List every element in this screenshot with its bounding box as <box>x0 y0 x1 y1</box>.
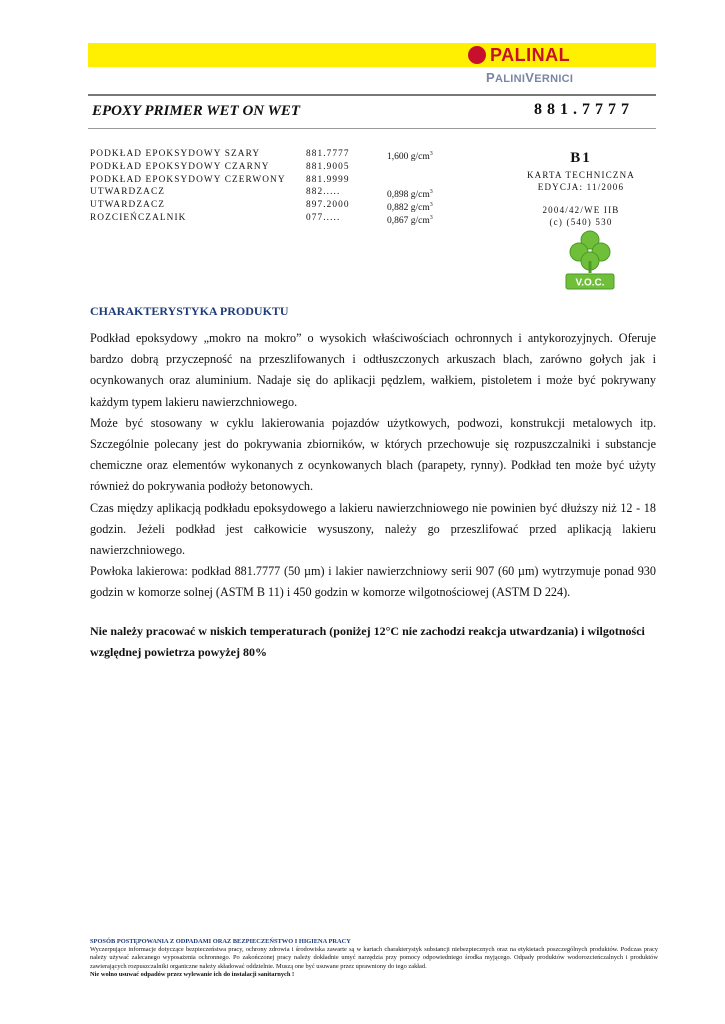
footer-warning: Nie wolno usuwać odpadów przez wylewanie ich do instalacji sanitarnych ! <box>90 970 295 978</box>
product-density: 0,867 $g/cm^3$ <box>387 215 433 227</box>
product-code-cell: 077..... <box>306 213 341 223</box>
paragraph: Powłoka lakierowa: podkład 881.7777 (50 µm) i lakier nawierzchniowy serii 907 (60 µm) wytrzymuje ponad 930 godzin w komorze solnej (ASTM B 11) i 450 godzin w komorze wilgotnościowej (ASTM D 224). <box>90 564 656 600</box>
voc-limit: (c) (540) 530 <box>549 217 613 227</box>
product-density: 1,600 $g/cm^3$ <box>387 151 433 163</box>
product-density: 0,882 $g/cm^3$ <box>387 202 433 214</box>
header-divider <box>88 94 656 96</box>
product-name: PODKŁAD EPOKSYDOWY CZERWONY <box>90 175 286 185</box>
product-code-cell: 897.2000 <box>306 200 350 210</box>
header-band <box>88 43 656 67</box>
sheet-id: B1 <box>570 150 592 166</box>
paragraph: Może być stosowany w cyklu lakierowania pojazdów użytkowych, podwozi, konstrukcji metalowych itp. Szczególnie polecany jest do pokrywania zbiorników, w których przechowuje się rozpuszczalniki i substancje chemiczne oraz elementów wykonanych z ocynkowanych blach (parapety, rynny). Podkład ten może być użyty również do pokrywania podłoży betonowych. <box>90 415 656 494</box>
brand-subtitle: PALINIVERNICI <box>486 70 574 85</box>
paragraph: Podkład epoksydowy „mokro na mokro” o wysokich właściwościach ochronnych i antykorozyjnych. Oferuje bardzo dobrą przyczepność na przeszlifowanych i odtłuszczonych arkuszach blach, zarówno gołych jak i ocynkowanych oraz aluminium. Nadaje się do aplikacji pędzlem, wałkiem, pistoletem i może być pokrywany każdym typem lakieru nawierzchniowego. <box>90 331 656 409</box>
palinal-logo-icon <box>468 46 486 64</box>
product-code-cell: 881.9999 <box>306 175 350 185</box>
product-name: PODKŁAD EPOKSYDOWY SZARY <box>90 149 261 159</box>
title-divider <box>88 128 656 129</box>
product-name: UTWARDZACZ <box>90 200 166 210</box>
product-code-cell: 881.9005 <box>306 162 350 172</box>
footer-text: Wyczerpujące informacje dotyczące bezpieczeństwa pracy, ochrony zdrowia i środowiska zawarte są w kartach charakterystyk substancji niebezpiecznych oraz na etykietach poszczególnych produktów. Podczas pracy należy używać zalecanego wyposażenia ochronnego. Po zakończonej pracy należy dokładnie umyć narzędzia przy pomocy odpowiedniego środka myjącego. Odpady produktów wodorozcieńczalnych i produktów zawierających rozpuszczalniki organiczne należy składować oddzielnie. Muszą one być usuwane przez uprawniony do tego zakład. <box>90 946 658 970</box>
product-name: PODKŁAD EPOKSYDOWY CZARNY <box>90 162 270 172</box>
warning-note: Nie należy pracować w niskich temperaturach (poniżej 12°C nie zachodzi reakcja utwardzania) i wilgotności względnej powietrza powyżej 80% <box>90 624 645 659</box>
product-code: 881.7777 <box>534 101 634 118</box>
footer <box>90 938 658 979</box>
product-name: UTWARDZACZ <box>90 187 166 197</box>
sheet-type: KARTA TECHNICZNA <box>526 170 636 180</box>
voc-clover-icon <box>560 228 620 292</box>
paragraph: Czas między aplikacją podkładu epoksydowego a lakieru nawierzchniowego nie powinien być dłuższy niż 12 - 18 godzin. Jeżeli podkład jest całkowicie wysuszony, należy go przeszlifować przed aplikacją lakieru nawierzchniowego. <box>90 500 656 558</box>
product-title: EPOXY PRIMER WET ON WET <box>92 103 301 119</box>
voc-directive: 2004/42/WE IIB <box>542 205 620 215</box>
footer-title: SPOSÓB POSTĘPOWANIA Z ODPADAMI ORAZ BEZPIECZEŃSTWO I HIGIENA PRACY <box>90 938 351 945</box>
product-code-cell: 882..... <box>306 187 341 197</box>
product-name: ROZCIEŃCZALNIK <box>90 213 187 223</box>
product-code-cell: 881.7777 <box>306 149 350 159</box>
product-density: 0,898 $g/cm^3$ <box>387 189 433 201</box>
product-description <box>90 328 656 604</box>
sheet-edition: EDYCJA: 11/2006 <box>537 182 625 192</box>
brand-logo: PALINAL <box>490 45 571 65</box>
voc-label: V.O.C. <box>575 277 605 289</box>
section-heading: CHARAKTERYSTYKA PRODUKTU <box>90 304 289 318</box>
